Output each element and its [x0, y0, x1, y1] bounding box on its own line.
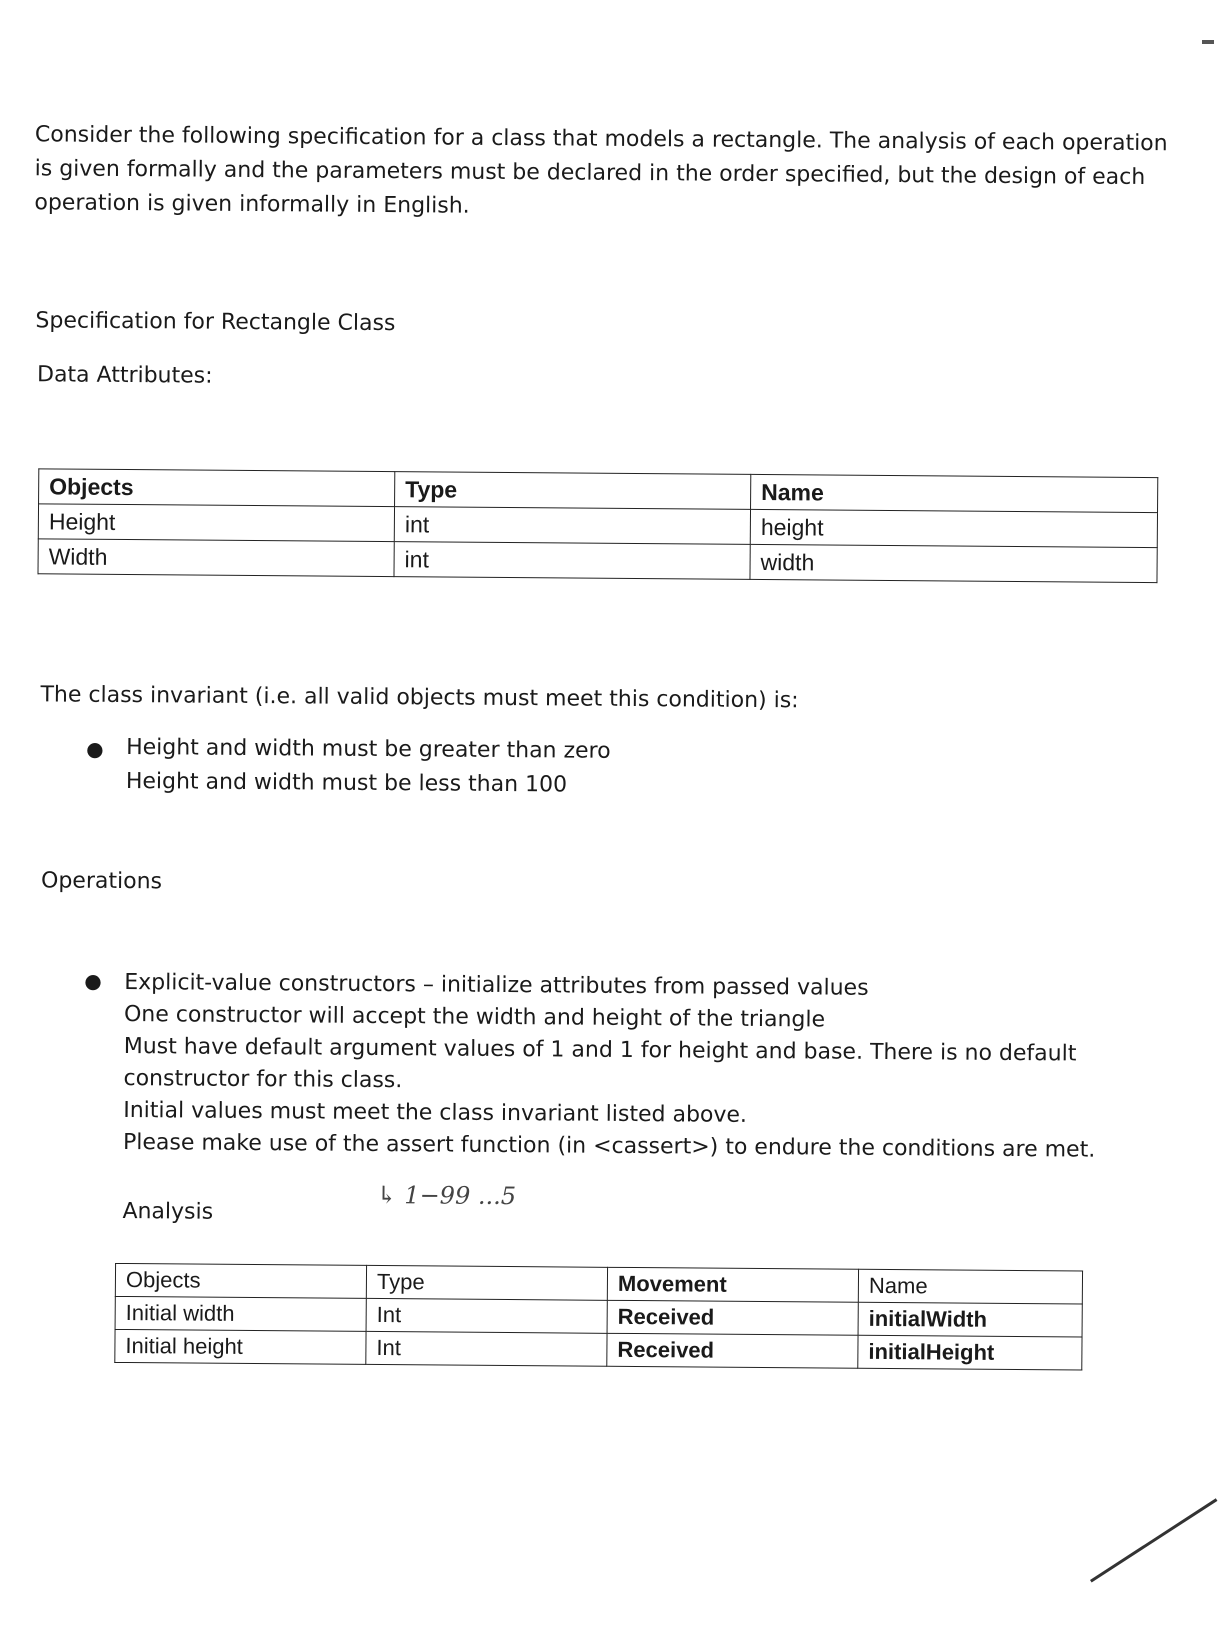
attributes-table [37, 468, 1158, 583]
list-item: Initial values must meet the class invariant listed above. [123, 1098, 748, 1128]
table-header-cell: Name [751, 474, 1158, 512]
table-cell: initialHeight [858, 1335, 1082, 1370]
operations-list [123, 967, 1124, 1167]
table-cell: Initial height [115, 1329, 366, 1364]
invariant-list [126, 731, 611, 803]
list-item: One constructor will accept the width and height of the triangle [123, 1002, 826, 1033]
analysis-table [114, 1263, 1083, 1371]
table-header-cell: Type [366, 1265, 607, 1300]
table-header-cell: Name [858, 1269, 1082, 1304]
bullet-icon: ● [84, 968, 102, 993]
spec-title: Specification for Rectangle Class [35, 308, 396, 337]
list-item: Please make use of the assert function (in <cassert>) to endure the conditions are met. [122, 1130, 1096, 1163]
table-cell: Height [38, 504, 394, 542]
list-item: Height and width must be greater than zero [126, 735, 611, 764]
list-item: Height and width must be less than 100 [125, 769, 568, 798]
bullet-icon: ● [86, 736, 104, 761]
table-cell: Width [38, 539, 394, 577]
table-cell: int [394, 507, 750, 545]
table-row [38, 539, 1157, 583]
table-cell: Int [366, 1298, 607, 1333]
data-attributes-label: Data Attributes: [36, 362, 213, 389]
operations-label: Operations [40, 868, 163, 895]
invariant-intro: The class invariant (i.e. all valid objects must meet this condition) is: [40, 682, 799, 714]
table-cell: width [750, 544, 1157, 582]
list-item: Must have default argument values of 1 and 1 for height and base. There is no default constructor for this class. [123, 1034, 1077, 1094]
table-cell: Int [366, 1331, 607, 1366]
table-cell: Initial width [115, 1296, 366, 1331]
intro-paragraph: Consider the following specification for a class that models a rectangle. The analysis of each operation is given formally and the parameters must be declared in the order specified, but the design of each operation is given informally in English. [34, 122, 1168, 219]
table-header-cell: Type [395, 472, 751, 510]
scan-edge-mark [1202, 40, 1214, 44]
table-cell: Received [607, 1300, 858, 1335]
table-cell: initialWidth [858, 1302, 1082, 1337]
table-row [115, 1329, 1082, 1370]
table-header-cell: Objects [115, 1263, 366, 1298]
table-header-cell: Objects [39, 469, 395, 507]
analysis-label: Analysis [122, 1198, 214, 1225]
list-item: Explicit-value constructors – initialize attributes from passed values [124, 970, 869, 1001]
table-cell: height [750, 509, 1157, 547]
table-header-cell: Movement [607, 1267, 858, 1302]
table-cell: int [394, 542, 750, 580]
table-cell: Received [607, 1333, 858, 1368]
handwritten-note: ↳ 1−99 ...5 [376, 1180, 517, 1211]
